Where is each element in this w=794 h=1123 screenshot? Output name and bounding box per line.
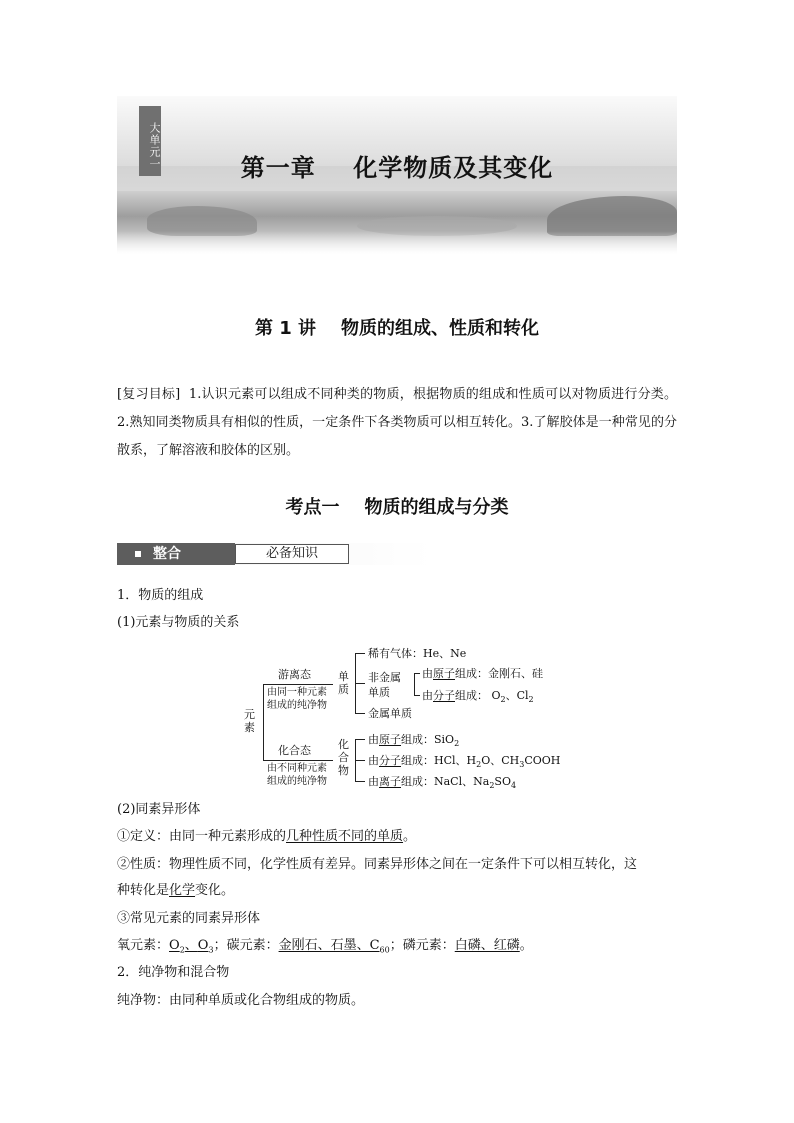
text: ；磷元素： [389,938,455,953]
diagram-text: 3 [519,760,525,770]
diagram-line [355,653,365,654]
diagram-text: 由 [368,775,379,788]
diagram-compound-ion [368,775,516,792]
section-bar [117,543,432,565]
diagram-text: 4 [510,781,517,791]
diagram-text: 由 [368,754,379,767]
text: ①定义：由同一种元素形成的 [117,829,287,844]
diagram-atom-formed [422,667,543,680]
text: 几种性质不同的单质 [286,829,404,844]
goals-label: [复习目标] [117,387,181,402]
diagram-line [414,695,420,696]
square-bullet-icon [135,551,141,557]
diagram-metal: 金属单质 [368,707,412,720]
section-bar-light-label: 必备知识 [235,544,349,564]
allotrope-property: ②性质：物理性质不同，化学性质有差异。同素异形体之间在一定条件下可以相互转化，这 [117,857,638,872]
text: O [169,938,180,953]
diagram-combined-state: 化合态 [278,744,311,757]
diagram-line [355,781,365,782]
text: 。 [519,938,533,953]
diagram-compound-molecule [368,754,560,771]
diagram-line [355,713,365,714]
diagram-line [263,684,333,685]
diagram-text: 2 [489,781,495,791]
diagram-text: 离子 [379,775,401,788]
text: 白磷、红磷 [454,938,520,953]
diagram-text: 原子 [433,667,455,680]
diagram-text: 分子 [379,754,401,767]
diagram-text: COOH [524,754,561,767]
section-bar-dark [117,543,235,565]
review-goals [117,381,677,465]
diagram-text: 原子 [379,733,401,746]
chapter-title: 第一章 化学物质及其变化 [240,154,554,182]
element-substance-diagram [230,640,570,800]
diagram-text: 组成：HCl、H [401,754,477,767]
diagram-element: 元素 [244,708,255,734]
subheading-relation: (1)元素与物质的关系 [117,615,240,630]
diagram-combined-desc: 组成的纯净物 [267,776,327,787]
text: 2 [179,945,185,955]
text: ；碳元素： [213,938,279,953]
diagram-text: 由 [422,689,433,702]
diagram-free-state: 游离态 [278,668,311,681]
pure-substance-definition: 纯净物：由同种单质或化合物组成的物质。 [117,993,365,1008]
diagram-text: SO [494,775,511,788]
text: 、 [184,938,198,953]
diagram-text: 2 [454,739,460,749]
diagram-text: 分子 [433,689,455,702]
diagram-free-desc: 由同一种元素 [267,687,327,698]
goals-text: 1.认识元素可以组成不同种类的物质，根据物质的组成和性质可以对物质进行分类。2.熟知同类物质具有相似的性质，一定条件下各类物质可以相互转化。3.了解胶体是一种常见的分散系，了解溶液和胶体的区别。 [117,387,678,458]
diagram-simple-substance: 单质 [338,670,349,696]
diagram-text: 2 [528,695,534,705]
diagram-free-desc: 组成的纯净物 [267,700,327,711]
diagram-line [414,673,415,695]
diagram-line [355,760,365,761]
allotrope-definition [117,827,416,847]
text: 3 [208,945,214,955]
text: 氧元素： [117,938,170,953]
diagram-text: 2 [500,695,506,705]
diagram-molecule-formed [422,689,534,706]
diagram-text: 、Cl [505,689,529,702]
text: 变化。 [195,883,235,898]
diagram-line [263,760,333,761]
diagram-line [414,673,420,674]
diagram-line [355,683,365,684]
text: 。 [403,829,417,844]
lecture-title: 第 1 讲 物质的组成、性质和转化 [254,318,540,339]
diagram-text: O、CH [481,754,520,767]
text: 金刚石、石墨、C [278,938,380,953]
section-bar-dark-label: 整合 [153,546,181,562]
diagram-text: 由 [422,667,433,680]
banner-mist [117,231,677,254]
diagram-combined-desc: 由不同种元素 [267,763,327,774]
section-title: 考点一 物质的组成与分类 [285,497,509,518]
diagram-nonmetal: 非金属单质 [368,671,401,699]
allotrope-property-cont [117,881,234,901]
diagram-text: 2 [476,760,482,770]
diagram-text: 由 [368,733,379,746]
allotrope-common: ③常见元素的同素异形体 [117,911,261,926]
text: O [197,938,209,953]
diagram-text: 组成：NaCl、Na [401,775,490,788]
diagram-text: 组成：金刚石、硅 [455,667,543,680]
diagram-text: 组成： O [455,689,501,702]
diagram-compound: 化合物 [338,738,349,777]
allotrope-examples [117,936,533,961]
diagram-text: 组成：SiO [401,733,455,746]
heading-composition: 1．物质的组成 [117,588,204,603]
text: 60 [379,945,390,955]
unit-tag: 大单元一 [139,106,161,176]
diagram-noble-gas: 稀有气体：He、Ne [368,647,467,660]
diagram-line [355,739,365,740]
text: 化学 [169,883,196,898]
subheading-allotrope: (2)同素异形体 [117,802,201,817]
text: 种转化是 [117,883,170,898]
diagram-line [263,684,264,760]
heading-pure-mixture: 2．纯净物和混合物 [117,965,230,980]
diagram-compound-atom [368,733,459,750]
